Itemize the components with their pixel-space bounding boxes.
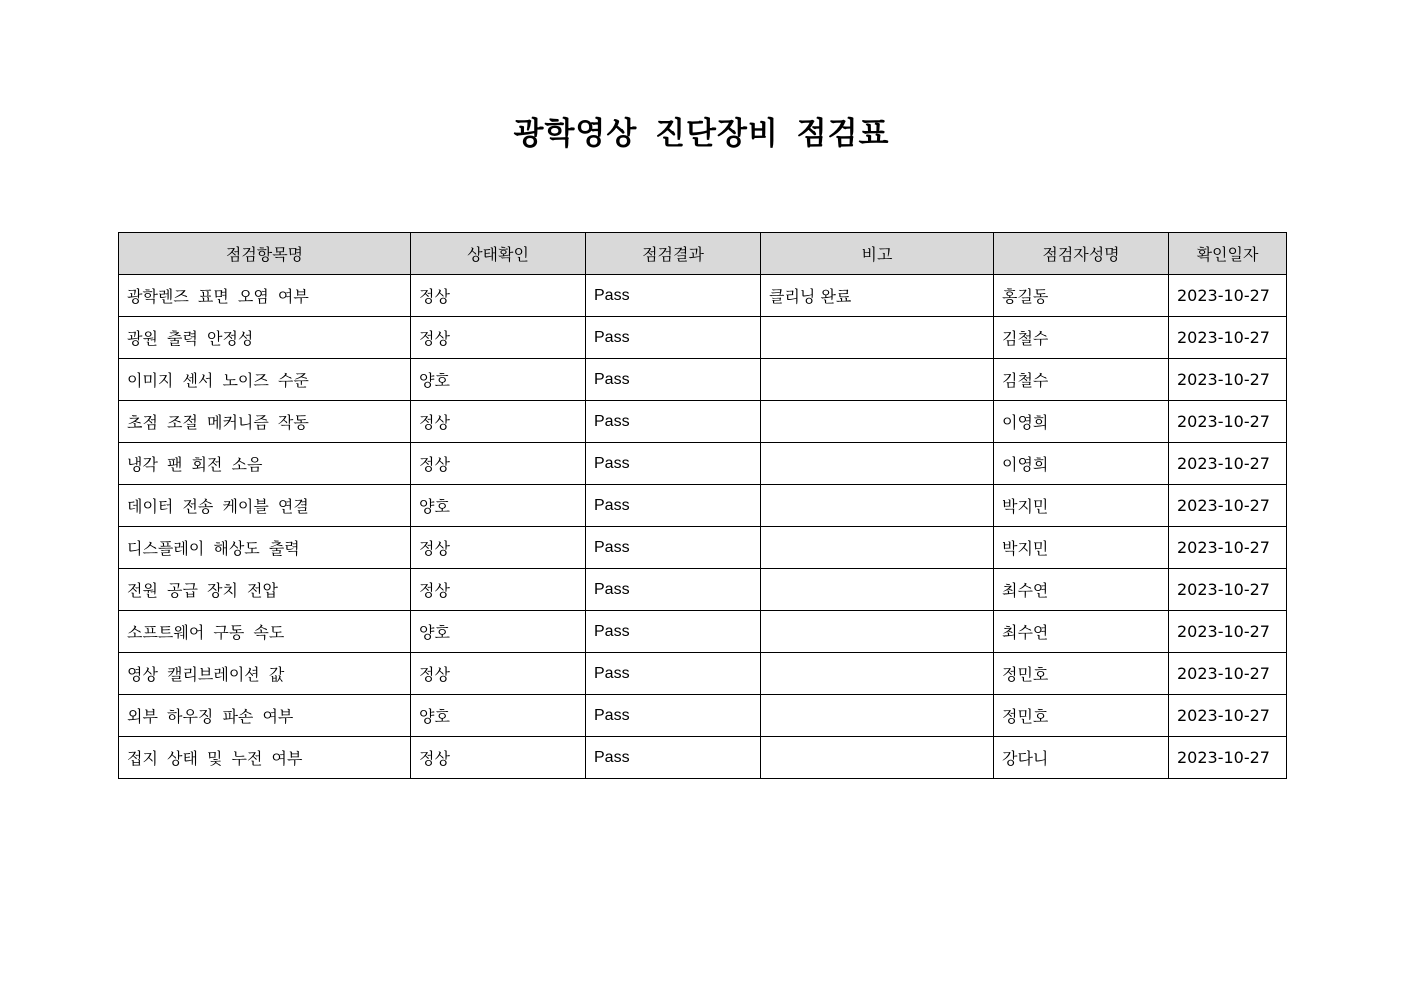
cell-item-name: 외부 하우징 파손 여부 [119,695,411,737]
cell-status: 정상 [411,737,586,779]
table-row [119,401,1287,443]
cell-date: 2023-10-27 [1169,527,1287,569]
cell-item-name: 디스플레이 해상도 출력 [119,527,411,569]
cell-inspector: 최수연 [994,611,1169,653]
cell-note: 클리닝 완료 [761,275,994,317]
cell-item-name: 초점 조절 메커니즘 작동 [119,401,411,443]
table-row [119,653,1287,695]
document-title: 광학영상 진단장비 점검표 [513,116,890,152]
table-body [119,275,1287,779]
cell-date: 2023-10-27 [1169,569,1287,611]
table-row [119,359,1287,401]
cell-status: 정상 [411,653,586,695]
cell-status: 정상 [411,527,586,569]
cell-result: Pass [586,737,761,779]
header-note: 비고 [761,233,994,275]
header-date: 확인일자 [1169,233,1287,275]
cell-result: Pass [586,695,761,737]
cell-note [761,569,994,611]
cell-note [761,611,994,653]
cell-item-name: 소프트웨어 구동 속도 [119,611,411,653]
cell-note [761,443,994,485]
cell-note [761,653,994,695]
inspection-table [118,232,1287,779]
table-row [119,695,1287,737]
table-row [119,737,1287,779]
cell-inspector: 정민호 [994,695,1169,737]
cell-status: 정상 [411,569,586,611]
table-row [119,443,1287,485]
cell-date: 2023-10-27 [1169,317,1287,359]
cell-result: Pass [586,527,761,569]
cell-note [761,485,994,527]
header-inspector: 점검자성명 [994,233,1169,275]
cell-item-name: 전원 공급 장치 전압 [119,569,411,611]
cell-inspector: 홍길동 [994,275,1169,317]
cell-result: Pass [586,485,761,527]
cell-status: 양호 [411,695,586,737]
cell-note [761,359,994,401]
cell-inspector: 김철수 [994,359,1169,401]
cell-date: 2023-10-27 [1169,401,1287,443]
cell-status: 정상 [411,443,586,485]
table-row [119,527,1287,569]
cell-item-name: 접지 상태 및 누전 여부 [119,737,411,779]
cell-result: Pass [586,317,761,359]
cell-note [761,317,994,359]
cell-note [761,401,994,443]
cell-date: 2023-10-27 [1169,695,1287,737]
cell-result: Pass [586,401,761,443]
cell-date: 2023-10-27 [1169,275,1287,317]
table-row [119,485,1287,527]
header-status: 상태확인 [411,233,586,275]
cell-item-name: 광원 출력 안정성 [119,317,411,359]
cell-note [761,695,994,737]
cell-date: 2023-10-27 [1169,485,1287,527]
cell-status: 양호 [411,611,586,653]
cell-result: Pass [586,443,761,485]
cell-inspector: 이영희 [994,401,1169,443]
cell-status: 양호 [411,485,586,527]
cell-inspector: 김철수 [994,317,1169,359]
cell-status: 정상 [411,401,586,443]
cell-date: 2023-10-27 [1169,443,1287,485]
cell-note [761,737,994,779]
cell-item-name: 이미지 센서 노이즈 수준 [119,359,411,401]
cell-inspector: 강다니 [994,737,1169,779]
cell-inspector: 최수연 [994,569,1169,611]
cell-note [761,527,994,569]
cell-item-name: 광학렌즈 표면 오염 여부 [119,275,411,317]
cell-result: Pass [586,275,761,317]
cell-date: 2023-10-27 [1169,611,1287,653]
cell-result: Pass [586,611,761,653]
cell-inspector: 박지민 [994,485,1169,527]
cell-item-name: 영상 캘리브레이션 값 [119,653,411,695]
cell-item-name: 데이터 전송 케이블 연결 [119,485,411,527]
table-header-row [119,233,1287,275]
table-row [119,317,1287,359]
header-item-name: 점검항목명 [119,233,411,275]
header-result: 점검결과 [586,233,761,275]
cell-date: 2023-10-27 [1169,737,1287,779]
cell-result: Pass [586,653,761,695]
table-row [119,611,1287,653]
table-row [119,569,1287,611]
cell-status: 정상 [411,275,586,317]
cell-result: Pass [586,359,761,401]
cell-item-name: 냉각 팬 회전 소음 [119,443,411,485]
cell-status: 양호 [411,359,586,401]
table-row [119,275,1287,317]
cell-date: 2023-10-27 [1169,359,1287,401]
cell-inspector: 박지민 [994,527,1169,569]
cell-result: Pass [586,569,761,611]
cell-status: 정상 [411,317,586,359]
cell-date: 2023-10-27 [1169,653,1287,695]
cell-inspector: 정민호 [994,653,1169,695]
cell-inspector: 이영희 [994,443,1169,485]
